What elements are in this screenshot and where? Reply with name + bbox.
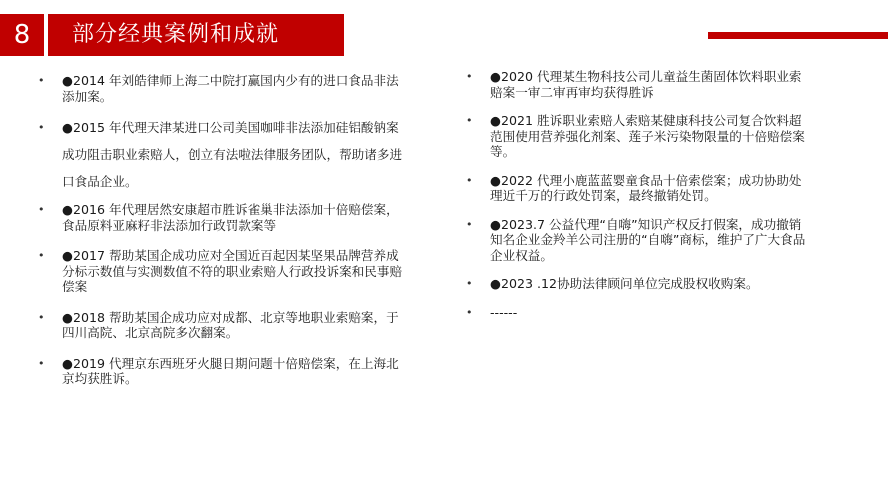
- case-item-2014: • ●2014 年刘皓律师上海二中院打赢国内少有的进口食品非法添加案。: [38, 73, 410, 104]
- slide-number-badge: 8: [0, 14, 44, 56]
- case-item-2021: • ●2021 胜诉职业索赔人索赔某健康科技公司复合饮料超范围使用营养强化剂案、莲子米污染物限量的十倍赔偿案等。: [466, 113, 812, 160]
- left-case-list: [38, 73, 410, 402]
- case-item-2023-07: • ●2023.7 公益代理“自嗨”知识产权反打假案，成功撤销知名企业金羚羊公司注册的“自嗨”商标，维护了广大食品企业权益。: [466, 217, 812, 264]
- right-case-list: [466, 69, 812, 333]
- case-item-2023-12: • ●2023 .12协助法律顾问单位完成股权收购案。: [466, 276, 812, 292]
- decorative-accent-line: [708, 32, 888, 39]
- case-item-2015: • ●2015 年代理天津某进口公司美国咖啡非法添加硅铝酸钠案成功阻击职业索赔人，创立有法啦法律服务团队，帮助诸多进口食品企业。: [38, 114, 410, 195]
- case-item-2016: • ●2016 年代理居然安康超市胜诉雀巢非法添加十倍赔偿案，食品原料亚麻籽非法添加行政罚款案等: [38, 202, 410, 233]
- case-item-more: • ------: [466, 305, 812, 321]
- slide-title: 部分经典案例和成就: [48, 14, 344, 56]
- case-item-2017: • ●2017 帮助某国企成功应对全国近百起因某坚果品牌营养成分标示数值与实测数值不符的职业索赔人行政投诉案和民事赔偿案: [38, 248, 410, 295]
- case-item-2020: • ●2020 代理某生物科技公司儿童益生菌固体饮料职业索赔案一审二审再审均获得胜诉: [466, 69, 812, 100]
- case-item-2019: • ●2019 代理京东西班牙火腿日期问题十倍赔偿案，在上海北京均获胜诉。: [38, 356, 410, 387]
- case-item-2018: • ●2018 帮助某国企成功应对成都、北京等地职业索赔案，于四川高院、北京高院多次翻案。: [38, 310, 410, 341]
- case-item-2022: • ●2022 代理小鹿蓝蓝婴童食品十倍索偿案；成功协助处理近千万的行政处罚案，最终撤销处罚。: [466, 173, 812, 204]
